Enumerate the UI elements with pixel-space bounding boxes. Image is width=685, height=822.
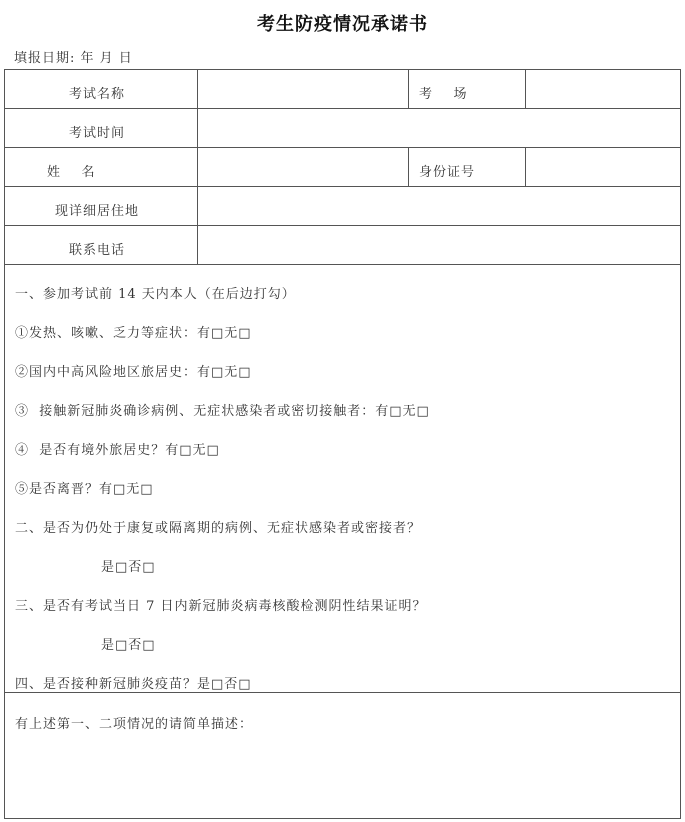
address-label: 现详细居住地 [55,204,140,219]
exam-name-label: 考试名称 [69,87,126,102]
section1-item[interactable]: ③ 接触新冠肺炎确诊病例、无症状感染者或密切接触者：有□无□ [15,404,430,419]
id-number-field[interactable] [526,148,680,186]
description-prompt: 有上述第一、二项情况的请简单描述： [15,717,254,732]
exam-site-label-cell [409,70,526,108]
phone-field[interactable] [198,226,680,264]
section1-item[interactable]: ①发热、咳嗽、乏力等症状：有□无□ [15,326,252,341]
phone-label-cell [5,226,198,264]
row-address [5,187,680,226]
address-field[interactable] [198,187,680,225]
exam-name-label-cell [5,70,198,108]
name-field[interactable] [198,148,409,186]
exam-time-field[interactable] [198,109,680,147]
section3-options[interactable]: 是□否□ [101,638,156,653]
row-exam-time [5,109,680,148]
row-exam-name [5,70,680,109]
page-title: 考生防疫情况承诺书 [257,14,428,35]
section1-item[interactable]: ④ 是否有境外旅居史？有□无□ [15,443,220,458]
row-phone [5,226,680,265]
section2-options[interactable]: 是□否□ [101,560,156,575]
name-label-cell [5,148,198,186]
section1-heading: 一、参加考试前 14 天内本人（在后边打勾） [15,287,296,302]
section1-item[interactable]: ⑤是否离晋？有□无□ [15,482,154,497]
health-questions-section [5,265,680,693]
fill-date[interactable]: 填报日期: 年 月 日 [14,51,133,66]
exam-time-label-cell [5,109,198,147]
name-label: 姓 名 [47,165,96,180]
exam-site-field[interactable] [526,70,680,108]
row-name [5,148,680,187]
section3-question: 三、是否有考试当日 7 日内新冠肺炎病毒核酸检测阴性结果证明？ [15,599,427,614]
exam-name-field[interactable] [198,70,409,108]
section1-item[interactable]: ②国内中高风险地区旅居史：有□无□ [15,365,252,380]
exam-site-label: 考 场 [419,87,468,102]
phone-label: 联系电话 [69,243,126,258]
exam-time-label: 考试时间 [69,126,126,141]
section4-question[interactable]: 四、是否接种新冠肺炎疫苗？是□否□ [15,677,252,692]
address-label-cell [5,187,198,225]
commitment-form [4,69,681,819]
id-number-label-cell [409,148,526,186]
section2-question: 二、是否为仍处于康复或隔离期的病例、无症状感染者或密接者？ [15,521,422,536]
description-area[interactable] [5,735,680,815]
id-number-label: 身份证号 [419,165,476,180]
